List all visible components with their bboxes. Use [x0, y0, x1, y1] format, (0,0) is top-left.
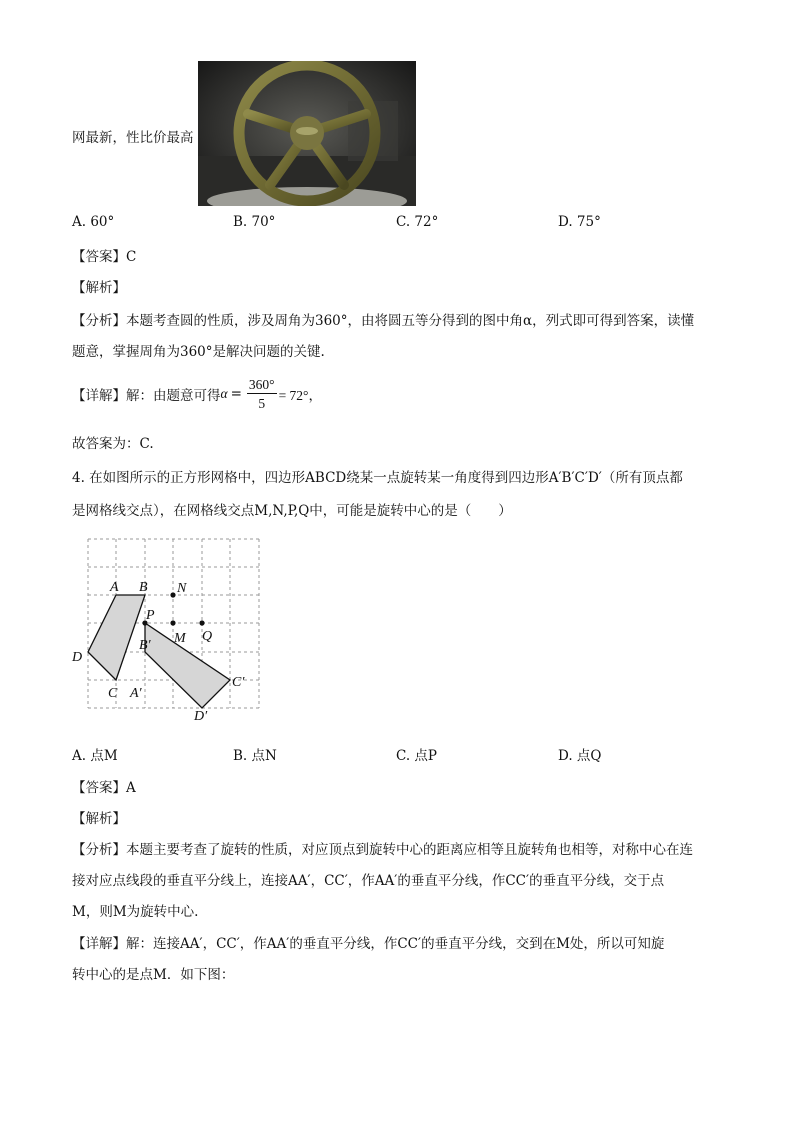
q4-option-d: D. 点Q [558, 748, 602, 764]
watermark-text: 网最新，性比价最高 [72, 130, 194, 146]
label-d1: D′ [194, 709, 208, 720]
label-d: D [72, 650, 83, 665]
q4-option-a: A. 点M [72, 748, 118, 764]
q4-stem-line1: 4. 在如图所示的正方形网格中，四边形ABCD绕某一点旋转某一角度得到四边形A′B′C′D′（所有顶点都 [72, 470, 683, 486]
q4-option-c: C. 点P [396, 748, 438, 764]
fraction-denominator: 5 [258, 396, 266, 411]
quadrilateral-abcd [88, 595, 145, 680]
equals-sign: = [230, 386, 242, 402]
detail-prefix: 【详解】解：由题意可得 [72, 388, 221, 404]
alpha-symbol: α [220, 386, 228, 401]
point-m [170, 620, 175, 625]
q3-option-b: B. 70° [233, 214, 276, 230]
q3-analysis-line1: 【分析】本题考查圆的性质，涉及周角为360°，由将圆五等分得到的图中角α，列式即可得到答案，读懂 [72, 313, 695, 329]
q4-analysis-line1: 【分析】本题主要考查了旋转的性质，对应顶点到旋转中心的距离应相等且旋转角也相等，对称中心在连 [72, 842, 693, 858]
label-n: N [177, 581, 187, 596]
rotation-grid-figure [66, 530, 266, 720]
q4-detail-line1: 【详解】解：连接AA′，CC′，作AA′的垂直平分线，作CC′的垂直平分线，交到在M处，所以可知旋 [72, 936, 665, 952]
label-m: M [174, 631, 186, 646]
q3-option-d: D. 75° [558, 214, 601, 230]
answer-value: A [126, 780, 136, 796]
quadrilateral-a1b1c1d1 [145, 623, 230, 708]
q3-option-c: C. 72° [396, 214, 439, 230]
bronze-wheel-photo [198, 61, 416, 206]
answer-value: C [126, 249, 137, 265]
label-a1: A′ [130, 686, 142, 701]
fraction-numerator: 360° [247, 378, 277, 395]
answer-tag: 【答案】 [72, 780, 126, 796]
point-q [199, 620, 204, 625]
label-b: B [139, 580, 148, 595]
q4-detail-line2: 转中心的是点M．如下图： [72, 967, 235, 983]
label-p: P [146, 608, 155, 623]
label-q: Q [202, 629, 213, 644]
q4-analysis-tag: 【解析】 [72, 811, 126, 827]
q3-option-a: A. 60° [72, 214, 115, 230]
q4-analysis-line2: 接对应点线段的垂直平分线上，连接AA′，CC′，作AA′的垂直平分线，作CC′的垂直平分线，交于点 [72, 873, 665, 889]
q4-analysis-line3: M，则M为旋转中心. [72, 904, 199, 920]
label-b1: B′ [139, 638, 151, 653]
label-c1: C′ [232, 675, 245, 690]
q4-answer [72, 776, 136, 796]
q4-stem-line2: 是网格线交点），在网格线交点M,N,P,Q中，可能是旋转中心的是（ ） [72, 503, 512, 519]
q4-option-b: B. 点N [233, 748, 277, 764]
label-a: A [110, 580, 119, 595]
fraction [247, 378, 277, 411]
detail-result: = 72°， [278, 388, 322, 403]
point-n [170, 592, 175, 597]
q3-detail [72, 374, 322, 414]
q3-answer [72, 245, 136, 265]
q3-analysis-tag: 【解析】 [72, 280, 126, 296]
q3-analysis-line2: 题意，掌握周角为360°是解决问题的关键. [72, 344, 325, 360]
answer-tag: 【答案】 [72, 249, 126, 265]
label-c: C [108, 686, 118, 701]
q3-conclusion: 故答案为：C. [72, 436, 154, 452]
